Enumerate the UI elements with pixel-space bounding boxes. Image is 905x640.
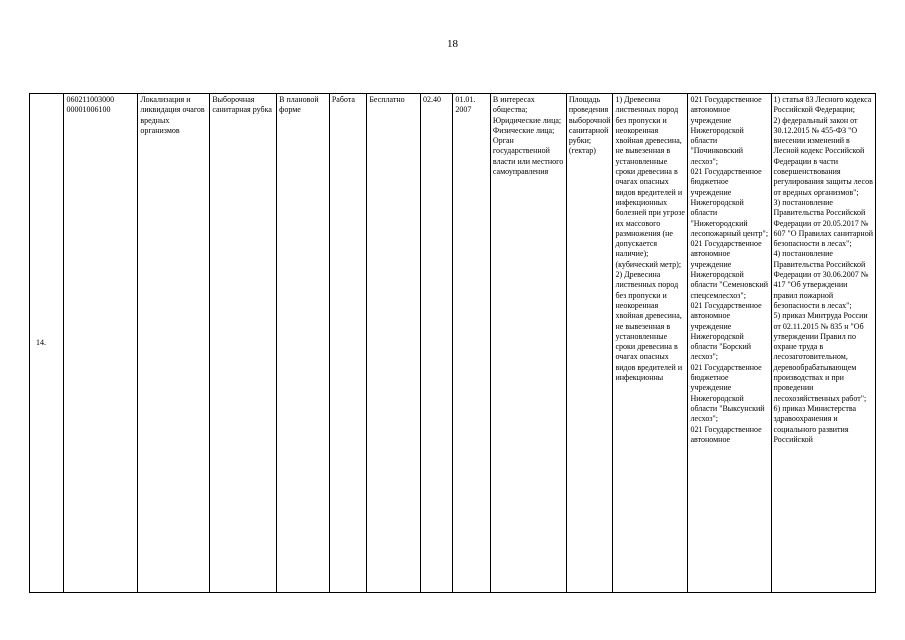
service-condition: В плановой форме — [277, 94, 330, 593]
service-content: Выборочная санитарная рубка — [210, 94, 277, 593]
service-code: 060211003000 00001006100 — [64, 94, 138, 593]
start-date: 01.01. 2007 — [453, 94, 490, 593]
service-type: Работа — [329, 94, 366, 593]
consumer-categories: В интересах общества; Юридические лица; Физические лица; Орган государственной власти или местного самоуправления — [490, 94, 566, 593]
service-name: Локализация и ликвидация очагов вредных организмов — [138, 94, 210, 593]
okved-code: 02.40 — [421, 94, 453, 593]
registry-table — [29, 93, 876, 593]
quality-indicators: 1) Древесина лиственных пород без пропуски и неокоренная хвойная древесина, не вывезенная в установленные сроки древесина в очагах опасных видов вредителей и инфекционных болезней при угрозе их массового размножения (не допускается наличие); (кубический метр); 2) Древесина лиственных пород без пропуски и неокоренная хвойная древесина, не вывезенная в установленные сроки древесина в очагах опасных видов вредителей и инфекционны — [613, 94, 688, 593]
payment-type: Бесплатно — [367, 94, 421, 593]
volume-indicator: Площадь проведения выборочной санитарной рубки; (гектар) — [566, 94, 613, 593]
table-row — [30, 94, 876, 593]
legal-acts: 1) статья 83 Лесного кодекса Российской Федерации; 2) федеральный закон от 30.12.2015 № 455-ФЗ "О внесении изменений в Лесной кодекс Российской Федерации в части совершенствования регулирования защиты лесов от вредных организмов"; 3) постановление Правительства Российской Федерации от 20.05.2017 № 607 "О Правилах санитарной безопасности в лесах"; 4) постановление Правительства Российской Федерации от 30.06.2007 № 417 "Об утверждении правил пожарной безопасности в лесах"; 5) приказ Минтруда России от 02.11.2015 № 835 н "Об утверждении Правил по охране труда в лесозаготовительном, деревообрабатывающем производствах и при проведении лесохозяйственных работ"; 6) приказ Министерства здравоохранения и социального развития Российской — [771, 94, 875, 593]
institutions-list: 021 Государственное автономное учреждение Нижегородской области "Починковский лесхоз"; 021 Государственное бюджетное учреждение Нижегородской области "Нижегородский лесопожарный центр"; 021 Государственное автономное учреждение Нижегородской области "Семеновский спецсемлесхоз"; 021 Государственное автономное учреждение Нижегородской области "Борский лесхоз"; 021 Государственное бюджетное учреждение Нижегородской области "Выксунский лесхоз"; 021 Государственное автономное — [688, 94, 771, 593]
row-number: 14. — [30, 94, 64, 593]
page-number: 18 — [447, 38, 458, 50]
